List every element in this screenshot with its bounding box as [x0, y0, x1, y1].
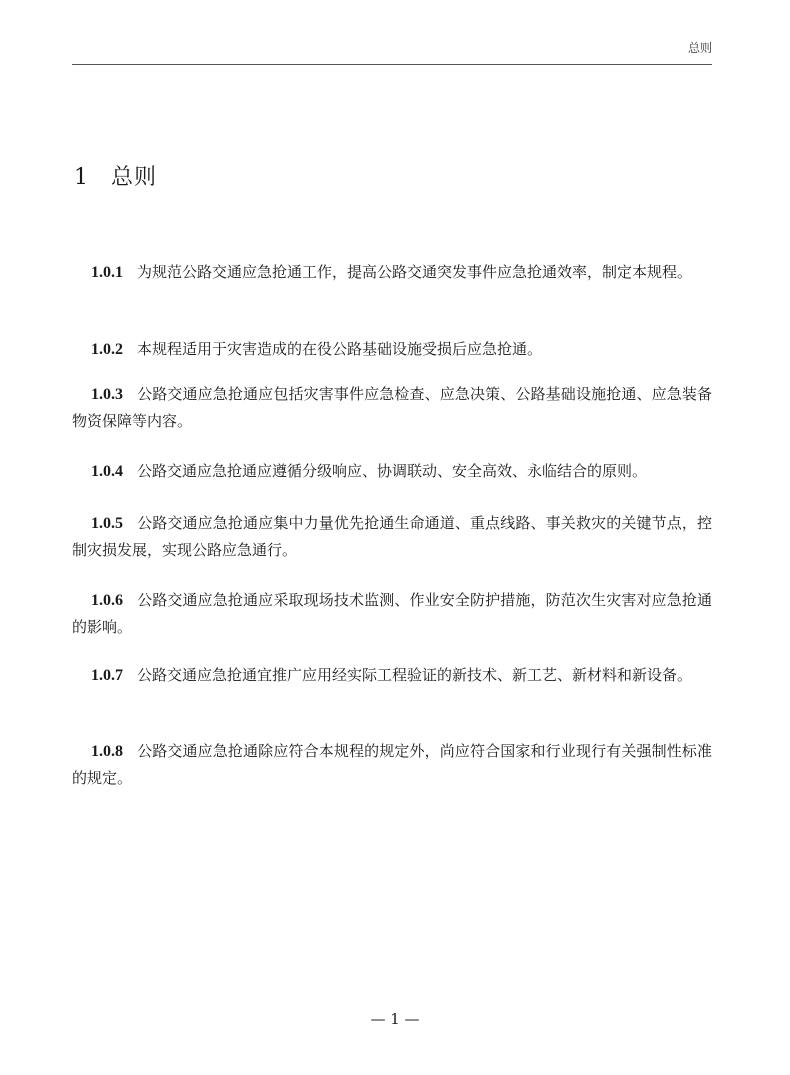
- clause-text: 公路交通应急抢通应遵循分级响应、协调联动、安全高效、永临结合的原则。: [137, 462, 648, 480]
- clause: [72, 381, 712, 435]
- clause: [72, 336, 712, 363]
- clause: [72, 587, 712, 641]
- chapter-title: [74, 160, 157, 191]
- clause-number: 1.0.5: [91, 515, 123, 532]
- clause: [72, 662, 712, 689]
- clause-text: 为规范公路交通应急抢通工作，提高公路交通突发事件应急抢通效率，制定本规程。: [137, 263, 693, 281]
- header-rule: [72, 64, 712, 65]
- clause-number: 1.0.3: [91, 386, 123, 403]
- clause-number: 1.0.7: [91, 667, 123, 684]
- clause-number: 1.0.8: [91, 743, 123, 760]
- clause: [72, 738, 712, 792]
- clause-text: 公路交通应急抢通宜推广应用经实际工程验证的新技术、新工艺、新材料和新设备。: [137, 666, 693, 684]
- running-head: 总则: [687, 41, 712, 55]
- clause-number: 1.0.4: [91, 463, 123, 480]
- clause-text: 公路交通应急抢通应集中力量优先抢通生命通道、重点线路、事关救灾的关键节点，控制灾损发展，实现公路应急通行。: [72, 514, 712, 559]
- clause-number: 1.0.2: [91, 341, 123, 358]
- clause: [72, 510, 712, 564]
- clause-number: 1.0.1: [91, 264, 123, 281]
- clause: [72, 458, 712, 485]
- clause-text: 本规程适用于灾害造成的在役公路基础设施受损后应急抢通。: [137, 340, 543, 358]
- clause-number: 1.0.6: [91, 592, 123, 609]
- clause: [72, 259, 712, 286]
- clause-text: 公路交通应急抢通应采取现场技术监测、作业安全防护措施，防范次生灾害对应急抢通的影响。: [72, 591, 712, 636]
- clause-text: 公路交通应急抢通应包括灾害事件应急检查、应急决策、公路基础设施抢通、应急装备物资保障等内容。: [72, 385, 712, 430]
- page-number: — 1 —: [370, 1010, 420, 1028]
- chapter-title-text: 总则: [111, 165, 158, 190]
- clause-text: 公路交通应急抢通除应符合本规程的规定外，尚应符合国家和行业现行有关强制性标准的规定。: [72, 742, 712, 787]
- chapter-number: 1: [74, 165, 89, 190]
